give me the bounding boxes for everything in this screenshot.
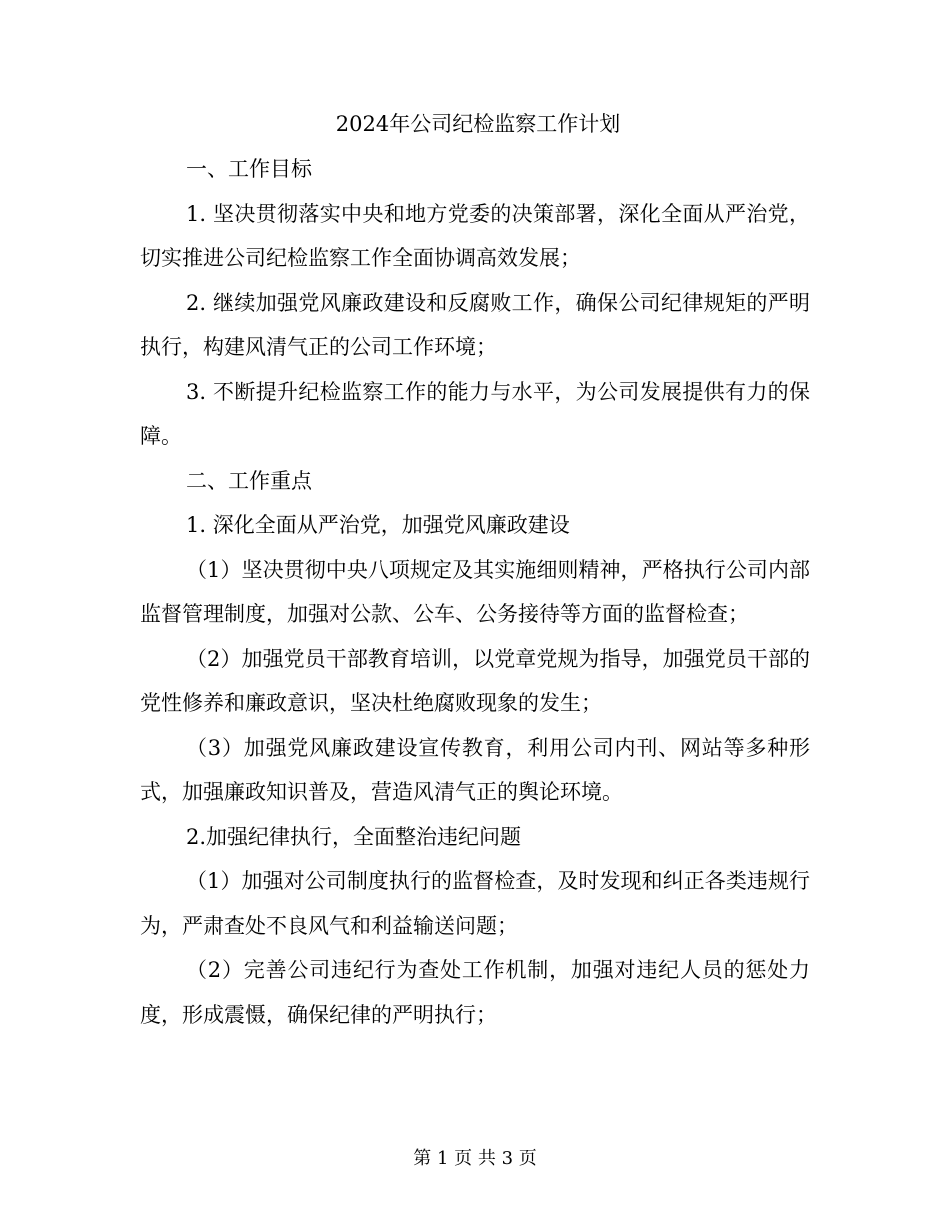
priority-1-item-1: （1）坚决贯彻中央八项规定及其实施细则精神，严格执行公司内部监督管理制度，加强对公款、公车、公务接待等方面的监督检查； xyxy=(140,557,810,626)
priority-subheading-2: 2.加强纪律执行，全面整治违纪问题 xyxy=(186,824,522,849)
section-heading-priorities: 二、工作重点 xyxy=(186,468,312,493)
priority-1-item-3: （3）加强党风廉政建设宣传教育，利用公司内刊、网站等多种形式，加强廉政知识普及，营造风清气正的舆论环境。 xyxy=(140,735,810,804)
priority-2-item-2: （2）完善公司违纪行为查处工作机制，加强对违纪人员的惩处力度，形成震慑，确保纪律的严明执行； xyxy=(140,958,810,1027)
section-heading-goals: 一、工作目标 xyxy=(186,157,312,181)
priority-1-item-2: （2）加强党员干部教育培训，以党章党规为指导，加强党员干部的党性修养和廉政意识，坚决杜绝腐败现象的发生； xyxy=(140,646,810,715)
goal-item-2: 2. 继续加强党风廉政建设和反腐败工作，确保公司纪律规矩的严明执行，构建风清气正的公司工作环境； xyxy=(140,290,810,359)
priority-subheading-1: 1. 深化全面从严治党，加强党风廉政建设 xyxy=(186,513,570,537)
document-body xyxy=(140,104,810,1037)
goal-item-3: 3. 不断提升纪检监察工作的能力与水平，为公司发展提供有力的保障。 xyxy=(140,379,810,448)
priority-2-item-1: （1）加强对公司制度执行的监督检查，及时发现和纠正各类违规行为，严肃查处不良风气和利益输送问题； xyxy=(140,869,810,938)
document-title: 2024年公司纪检监察工作计划 xyxy=(335,112,621,136)
page-number-footer: 第 1 页 共 3 页 xyxy=(413,1148,537,1169)
goal-item-1: 1. 坚决贯彻落实中央和地方党委的决策部署，深化全面从严治党，切实推进公司纪检监察工作全面协调高效发展； xyxy=(140,201,810,270)
